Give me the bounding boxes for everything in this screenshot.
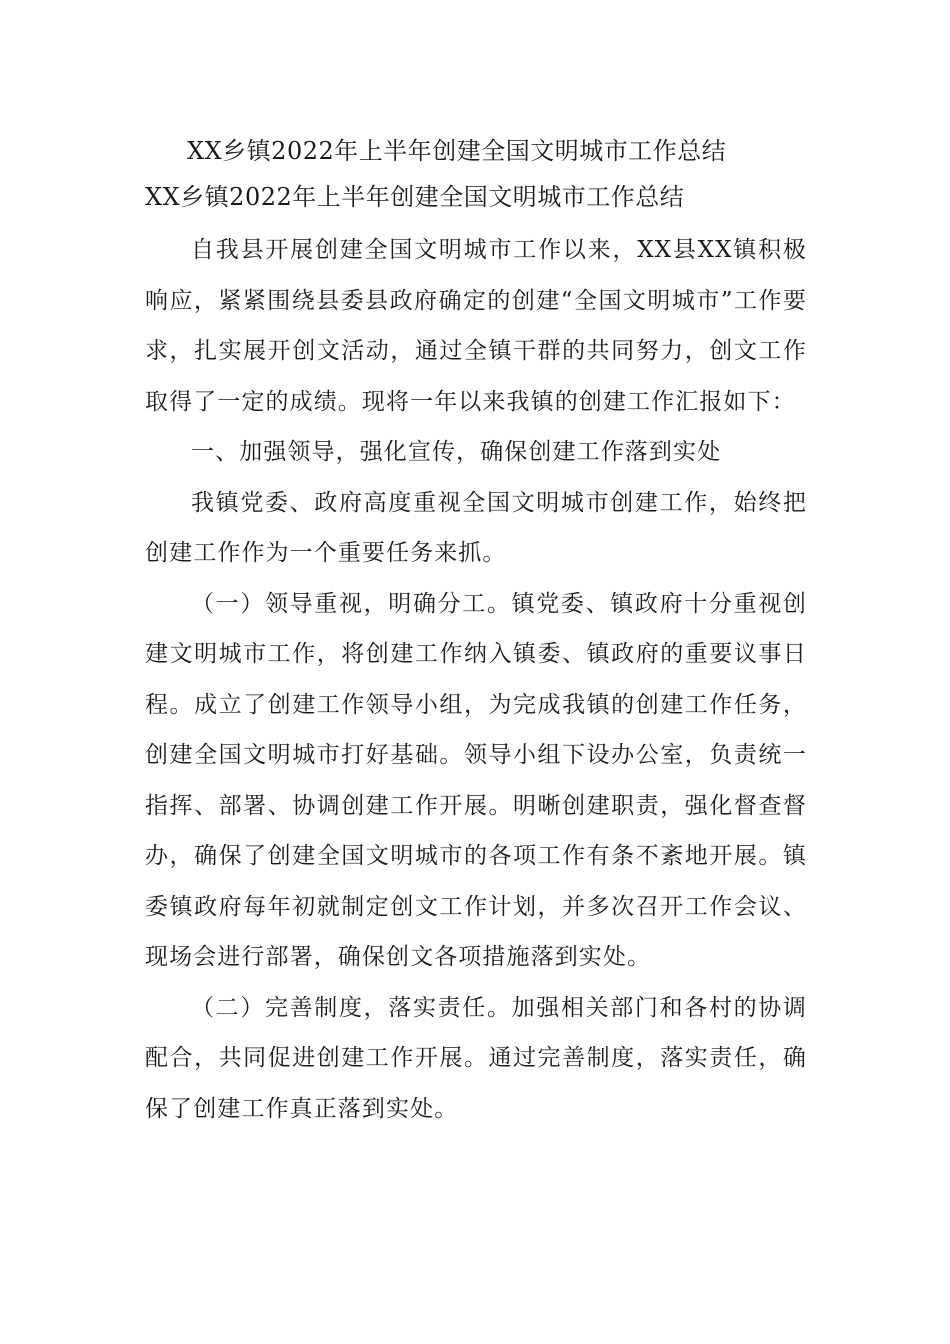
document-body xyxy=(145,128,807,1134)
subsection-2-paragraph: （二）完善制度，落实责任。加强相关部门和各村的协调配合，共同促进创建工作开展。通过完善制度，落实责任，确保了创建工作真正落到实处。 xyxy=(145,994,807,1122)
document-title: XX乡镇2022年上半年创建全国文明城市工作总结 xyxy=(187,137,727,165)
subsection-1-paragraph: （一）领导重视，明确分工。镇党委、镇政府十分重视创建文明城市工作，将创建工作纳入镇委、镇政府的重要议事日程。成立了创建工作领导小组，为完成我镇的创建工作任务，创建全国文明城市打好基础。领导小组下设办公室，负责统一指挥、部署、协调创建工作开展。明晰创建职责，强化督查督办，确保了创建全国文明城市的各项工作有条不紊地开展。镇委镇政府每年初就制定创文工作计划，并多次召开工作会议、现场会进行部署，确保创文各项措施落到实处。 xyxy=(145,590,807,970)
section-heading-1: 一、加强领导，强化宣传，确保创建工作落到实处 xyxy=(191,439,722,465)
intro-paragraph: 自我县开展创建全国文明城市工作以来，XX县XX镇积极响应，紧紧围绕县委县政府确定的创建“全国文明城市”工作要求，扎实展开创文活动，通过全镇干群的共同努力，创文工作取得了一定的成绩。现将一年以来我镇的创建工作汇报如下： xyxy=(145,237,807,415)
section-1-intro-paragraph: 我镇党委、政府高度重视全国文明城市创建工作，始终把创建工作作为一个重要任务来抓。 xyxy=(145,489,807,566)
document-subtitle: XX乡镇2022年上半年创建全国文明城市工作总结 xyxy=(145,183,685,211)
